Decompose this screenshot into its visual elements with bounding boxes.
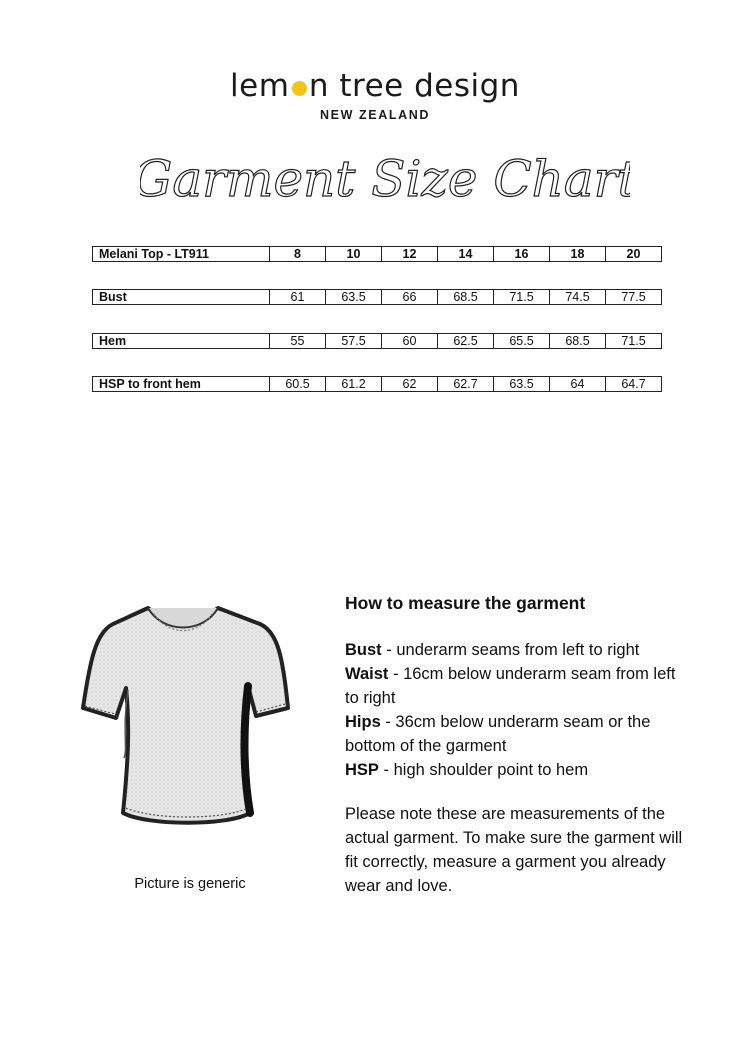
product-name: Melani Top - LT911 (93, 247, 270, 262)
row-value: 65.5 (494, 334, 550, 349)
row-value: 74.5 (550, 290, 606, 305)
brand-lemon-o (289, 66, 308, 106)
guide-item-waist: Waist - 16cm below underarm seam from left to right (345, 665, 676, 707)
row-value: 62.7 (438, 377, 494, 392)
size-label: 20 (606, 247, 662, 262)
row-value: 60 (382, 334, 438, 349)
measurement-row-hem (92, 333, 662, 349)
row-value: 63.5 (326, 290, 382, 305)
row-value: 68.5 (438, 290, 494, 305)
row-value: 68.5 (550, 334, 606, 349)
size-header-row (92, 246, 662, 262)
guide-note: Please note these are measurements of the actual garment. To make sure the garment will fit correctly, measure a garment you already wear and love. (345, 805, 683, 895)
guide-item-bust: Bust - underarm seams from left to right (345, 641, 640, 659)
brand-name: lem n tree design (230, 68, 520, 104)
row-value: 64.7 (606, 377, 662, 392)
row-value: 77.5 (606, 290, 662, 305)
picture-caption: Picture is generic (134, 876, 246, 892)
size-label: 8 (270, 247, 326, 262)
measure-guide (345, 590, 685, 898)
tshirt-illustration (78, 598, 293, 866)
row-value: 66 (382, 290, 438, 305)
measurement-row-bust (92, 289, 662, 305)
size-label: 10 (326, 247, 382, 262)
row-value: 62.5 (438, 334, 494, 349)
guide-item-hips: Hips - 36cm below underarm seam or the bottom of the garment (345, 713, 651, 755)
brand-logo (0, 66, 750, 122)
size-label: 12 (382, 247, 438, 262)
size-label: 18 (550, 247, 606, 262)
row-value: 71.5 (494, 290, 550, 305)
row-value: 62 (382, 377, 438, 392)
row-value: 61.2 (326, 377, 382, 392)
row-value: 64 (550, 377, 606, 392)
page-title (140, 140, 630, 220)
row-label: HSP to front hem (93, 377, 270, 392)
row-label: Bust (93, 290, 270, 305)
guide-heading: How to measure the garment (345, 593, 586, 613)
brand-tagline: NEW ZEALAND (320, 108, 430, 122)
guide-item-hsp: HSP - high shoulder point to hem (345, 761, 589, 779)
row-value: 55 (270, 334, 326, 349)
guide-items (345, 638, 685, 782)
row-value: 71.5 (606, 334, 662, 349)
row-value: 60.5 (270, 377, 326, 392)
size-label: 14 (438, 247, 494, 262)
row-value: 57.5 (326, 334, 382, 349)
page-title-text: Garment Size Chart (140, 150, 630, 208)
row-label: Hem (93, 334, 270, 349)
measurement-row-hsp (92, 376, 662, 392)
size-label: 16 (494, 247, 550, 262)
row-value: 61 (270, 290, 326, 305)
row-value: 63.5 (494, 377, 550, 392)
